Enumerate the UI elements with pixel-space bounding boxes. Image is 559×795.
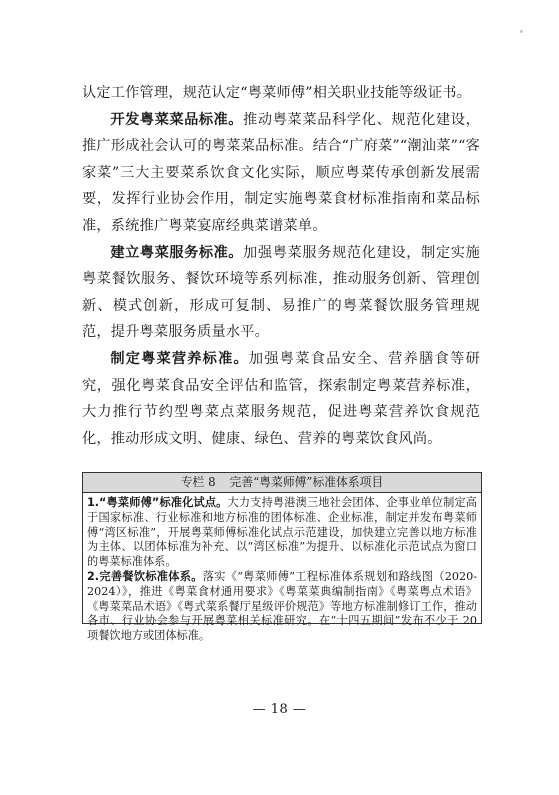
box-item-pilot [87, 496, 477, 570]
paragraph-heading: 开发粤菜菜品标准。 [110, 111, 244, 128]
scan-speck [520, 30, 523, 33]
paragraph-text: 推动粤菜菜品科学化、规范化建设，推广形成社会认可的粤菜菜品标准。结合“广府菜”“潮汕菜”“客家菜”三大主要菜系饮食文化实际，顺应粤菜传承创新发展需要，发挥行业协会作用，制定实施粤菜食材标准指南和菜品标准，系统推广粤菜宴席经典菜谱菜单。 [82, 111, 481, 234]
page-number: — 18 — [252, 702, 307, 717]
box-item-heading: 1.“粤菜师傅”标准化试点。 [87, 496, 228, 509]
box-item-text: 大力支持粤港澳三地社会团体、企事业单位制定高于国家标准、行业标准和地方标准的团体标准、企业标准，制定并发布粤菜师傅“湾区标准”，开展粤菜师傅标准化试点示范建设，加快建立完善以地方标准为主体、以团体标准为补充、以“湾区标准”为提升、以标准化示范试点为窗口的粤菜标准体系。 [87, 496, 477, 569]
paragraph-text: 加强粤菜服务规范化建设，制定实施粤菜餐饮服务、餐饮环境等系列标准，推动服务创新、管理创新、模式创新，形成可复制、易推广的粤菜餐饮服务管理规范，提升粤菜服务质量水平。 [82, 244, 481, 341]
box-item-text: 落实《“粤菜师傅”工程标准体系规划和路线图（2020-2024）》，推进《粤菜食材通用要求》《粤菜菜典编制指南》《粤菜粤点术语》《粤菜菜品术语》《粤式菜系餐厅星级评价规范》等地方标准制修订工作，推动各市、行业协会参与开展粤菜相关标准研究。在“十四五期间”发布不少于 20 项餐饮地方或团体标准。 [87, 569, 477, 643]
column-box-title [83, 473, 481, 493]
paragraph-service-standards [82, 240, 480, 346]
paragraph-heading: 建立粤菜服务标准。 [110, 244, 244, 261]
intro-line: 认定工作管理，规范认定“粤菜师傅”相关职业技能等级证书。 [82, 85, 471, 101]
box-item-catering-system [87, 570, 477, 644]
box-item-heading: 2.完善餐饮标准体系。 [87, 569, 203, 583]
body-text [82, 80, 480, 452]
paragraph-nutrition-standards [82, 346, 480, 452]
paragraph-text: 加强粤菜食品安全、营养膳食等研究，强化粤菜食品安全评估和监管，探索制定粤菜营养标准，大力推行节约型粤菜点菜服务规范，促进粤菜营养饮食规范化，推动形成文明、健康、绿色、营养的粤菜饮食风尚。 [82, 350, 480, 447]
column-box-heading: 完善“粤菜师傅”标准体系项目 [229, 475, 384, 489]
paragraph-heading: 制定粤菜营养标准。 [110, 350, 249, 367]
column-box-body [83, 493, 481, 646]
paragraph-dish-standards [82, 107, 480, 240]
column-box-label: 专栏 8 [180, 475, 216, 489]
column-box [82, 472, 482, 643]
